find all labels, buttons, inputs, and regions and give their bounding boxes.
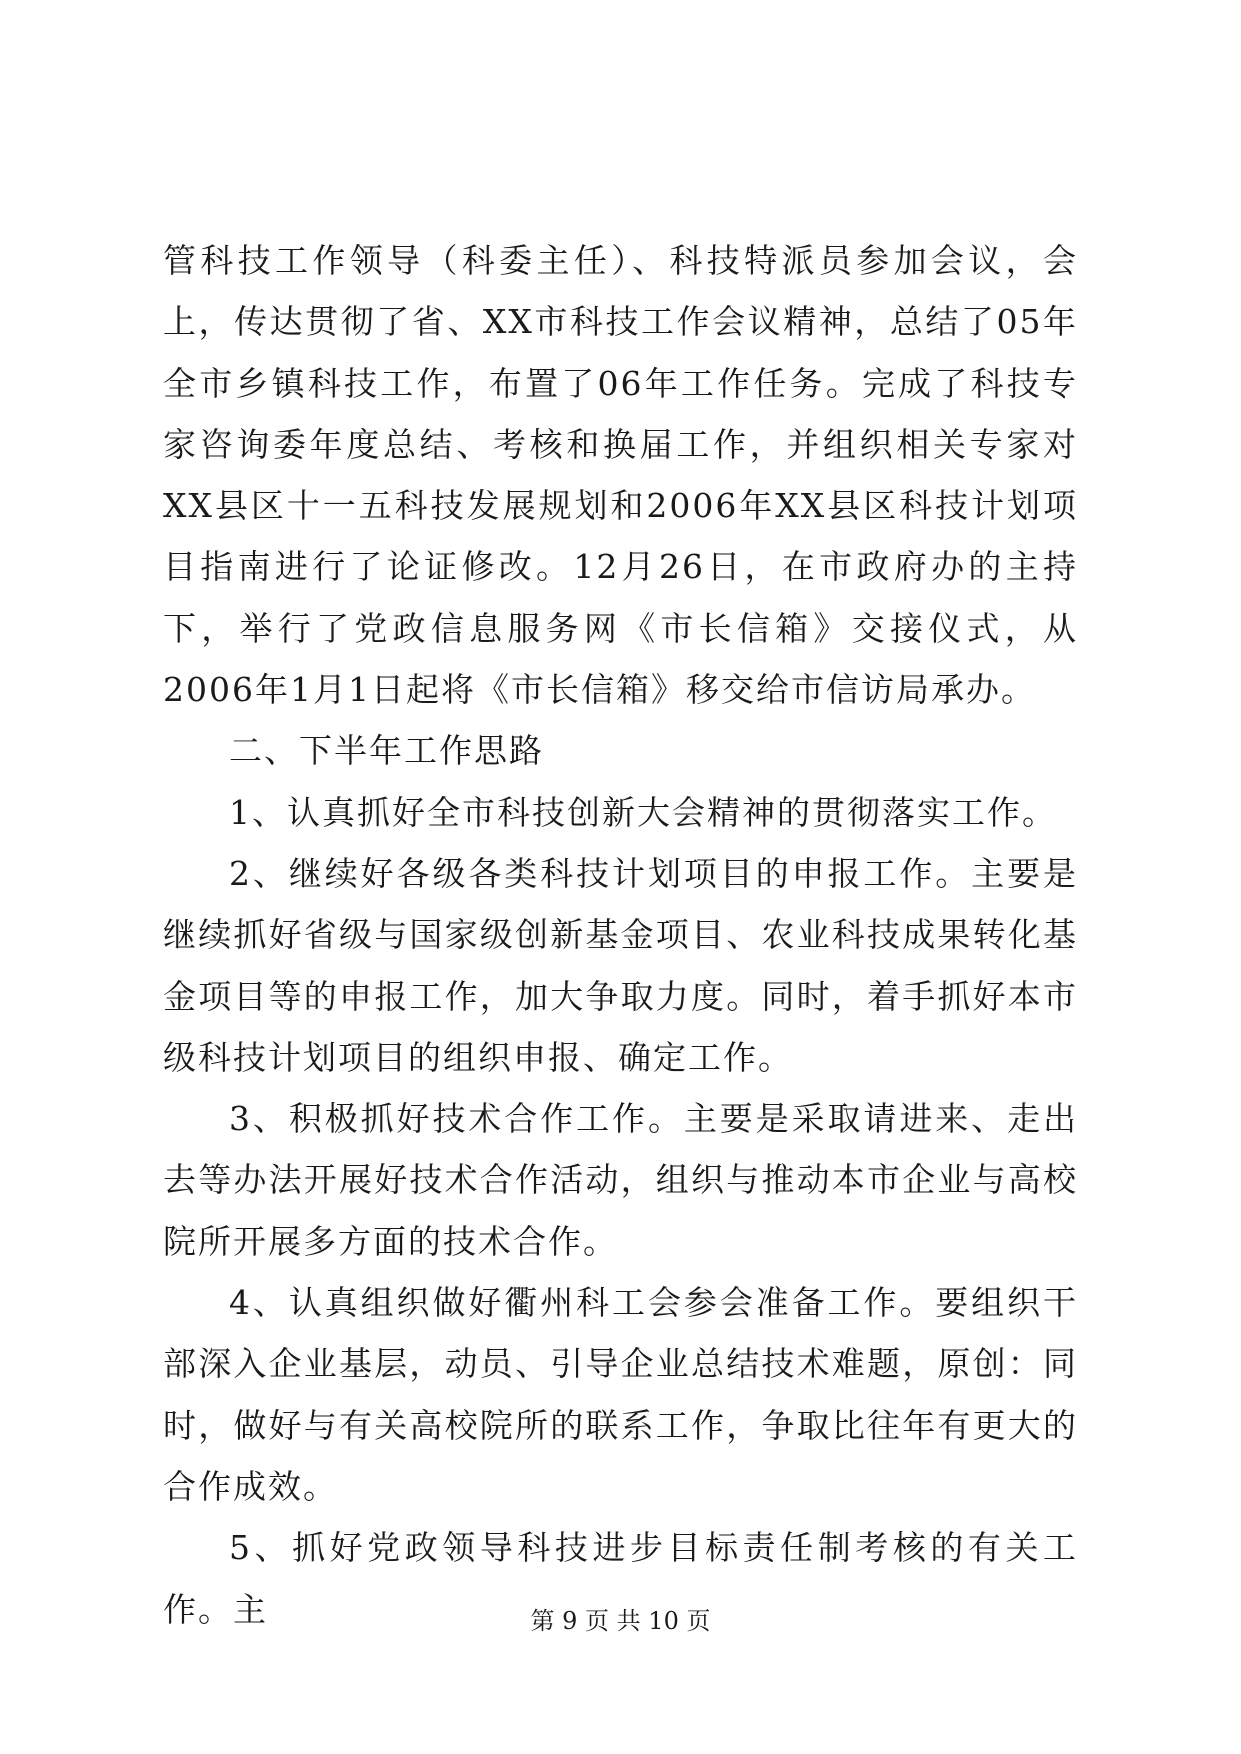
list-item-3: 3、积极抓好技术合作工作。主要是采取请进来、走出去等办法开展好技术合作活动，组织与推动本市企业与高校院所开展多方面的技术合作。	[163, 1099, 1078, 1261]
section-heading: 二、下半年工作思路	[229, 731, 544, 771]
list-item-1: 1、认真抓好全市科技创新大会精神的贯彻落实工作。	[229, 792, 1057, 832]
page-footer: 第 9 页 共 10 页	[530, 1607, 711, 1635]
document-body	[163, 230, 1078, 1640]
paragraph-continuation: 管科技工作领导（科委主任）、科技特派员参加会议，会上，传达贯彻了省、XX市科技工作会议精神，总结了05年全市乡镇科技工作，布置了06年工作任务。完成了科技专家咨询委年度总结、考核和换届工作，并组织相关专家对XX县区十一五科技发展规划和2006年XX县区科技计划项目指南进行了论证修改。12月26日，在市政府办的主持下，举行了党政信息服务网《市长信箱》交接仪式，从2006年1月1日起将《市长信箱》移交给市信访局承办。	[163, 241, 1078, 710]
list-item-4: 4、认真组织做好衢州科工会参会准备工作。要组织干部深入企业基层，动员、引导企业总结技术难题，原创：同时，做好与有关高校院所的联系工作，争取比往年有更大的合作成效。	[163, 1283, 1078, 1506]
list-item-2: 2、继续好各级各类科技计划项目的申报工作。主要是继续抓好省级与国家级创新基金项目、农业科技成果转化基金项目等的申报工作，加大争取力度。同时，着手抓好本市级科技计划项目的组织申报、确定工作。	[163, 853, 1078, 1077]
list-item-5: 5、抓好党政领导科技进步目标责任制考核的有关工作。主	[163, 1528, 1078, 1629]
